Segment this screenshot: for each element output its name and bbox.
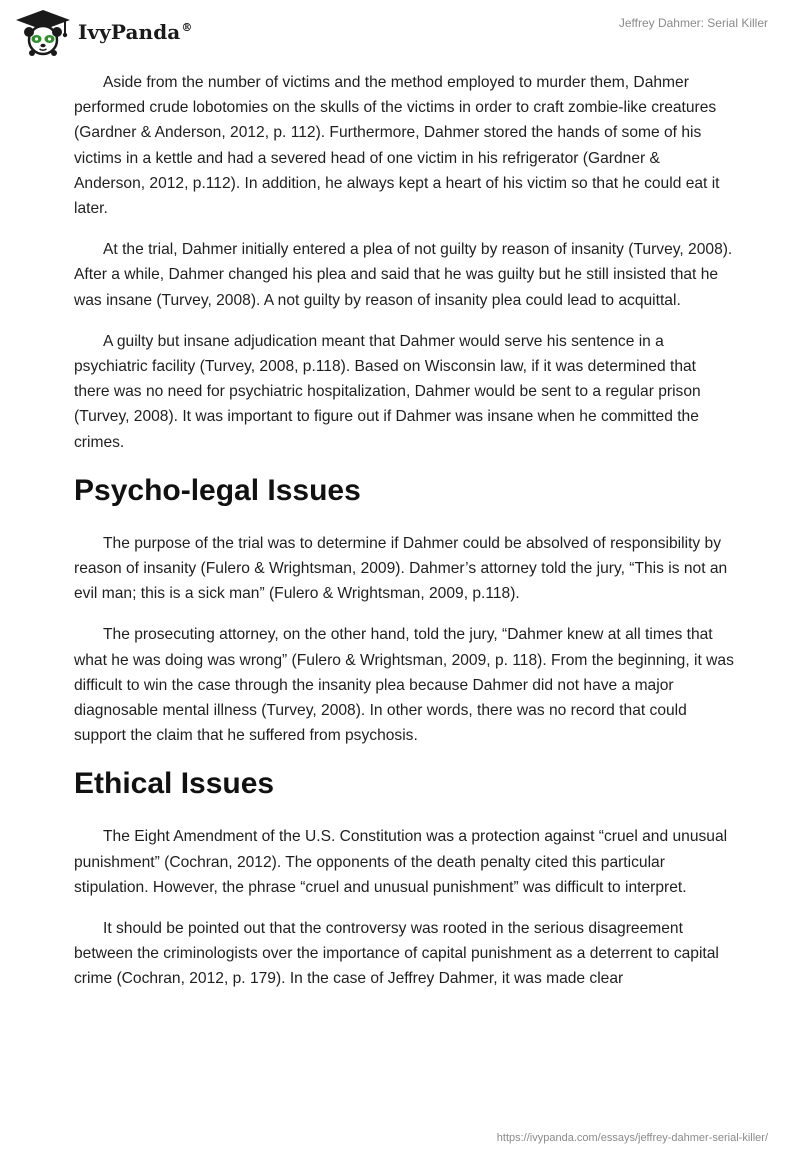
page-header bbox=[0, 0, 800, 70]
brand-name: IvyPanda® bbox=[78, 20, 193, 44]
paragraph: A guilty but insane adjudication meant that Dahmer would serve his sentence in a psychiatric facility (Turvey, 2008, p.118). Based on Wisconsin law, if it was determined that there was no need for psychiatric hospitalization, Dahmer would be sent to a regular prison (Turvey, 2008). It was important to figure out if Dahmer was insane when he committed the crimes. bbox=[74, 332, 701, 451]
paragraph: It should be pointed out that the controversy was rooted in the serious disagreement between the criminologists over the importance of capital punishment as a deterrent to capital crime (Cochran, 2012, p. 179). In the case of Jeffrey Dahmer, it was made clear bbox=[74, 920, 719, 988]
source-url[interactable]: https://ivypanda.com/essays/jeffrey-dahmer-serial-killer/ bbox=[496, 1132, 768, 1144]
document-title: Jeffrey Dahmer: Serial Killer bbox=[618, 16, 768, 30]
paragraph: At the trial, Dahmer initially entered a plea of not guilty by reason of insanity (Turvey, 2008). After a while, Dahmer changed his plea and said that he was guilty but he still insisted that he was insane (Turvey, 2008). A not guilty by reason of insanity plea could lead to acquittal. bbox=[74, 241, 733, 309]
paragraph: The prosecuting attorney, on the other hand, told the jury, “Dahmer knew at all times that what he was doing was wrong” (Fulero & Wrightsman, 2009, p. 118). From the beginning, it was difficult to win the case through the insanity plea because Dahmer did not have a major diagnosable mental illness (Turvey, 2008). In other words, there was no record that could support the claim that he suffered from psychosis. bbox=[74, 626, 734, 745]
paragraph: Aside from the number of victims and the method employed to murder them, Dahmer performed crude lobotomies on the skulls of the victims in order to craft zombie-like creatures (Gardner & Anderson, 2012, p. 112). Furthermore, Dahmer stored the hands of some of his victims in a kettle and had a severed head of one victim in his refrigerator (Gardner & Anderson, 2012, p.112). In addition, he always kept a heart of his victim so that he could eat it later. bbox=[74, 74, 720, 218]
panda-graduation-cap-icon bbox=[14, 8, 72, 56]
brand-logo[interactable] bbox=[14, 8, 192, 56]
paragraph: The Eight Amendment of the U.S. Constitution was a protection against “cruel and unusual punishment” (Cochran, 2012). The opponents of the death penalty cited this particular stipulation. However, the phrase “cruel and unusual punishment” was difficult to interpret. bbox=[74, 828, 728, 896]
section-heading-psycho-legal: Psycho-legal Issues bbox=[74, 473, 361, 507]
section-heading-ethical: Ethical Issues bbox=[74, 767, 275, 801]
brand-registered-mark: ® bbox=[181, 21, 193, 35]
paragraph: The purpose of the trial was to determine if Dahmer could be absolved of responsibility by reason of insanity (Fulero & Wrightsman, 2009). Dahmer’s attorney told the jury, “This is not an evil man; this is a sick man” (Fulero & Wrightsman, 2009, p.118). bbox=[74, 534, 728, 603]
essay-content bbox=[74, 70, 734, 1008]
